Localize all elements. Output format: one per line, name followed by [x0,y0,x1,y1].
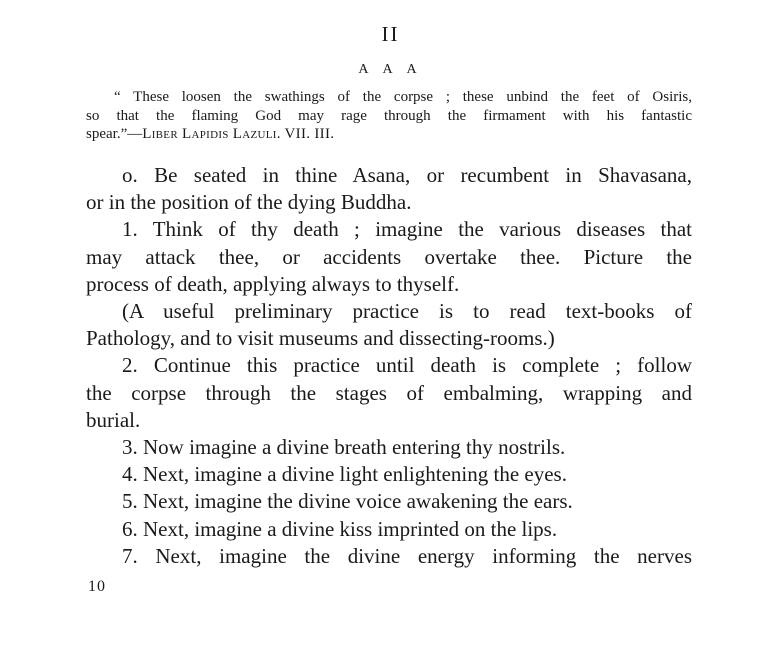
text-line: or in the position of the dying Buddha. [86,190,412,215]
paragraph-1-note [86,298,692,352]
text-line: 1. Think of thy death ; imagine the various diseases that [122,217,692,242]
text-line: (A useful preliminary practice is to read text-books of [122,299,692,324]
text-line: o. Be seated in thine Asana, or recumbent in Shavasana, [122,163,692,187]
paragraph-3: 3. Now imagine a divine breath entering thy nostrils. [122,435,566,460]
epigraph-line: “ These loosen the swathings of the corpse ; these unbind the feet of Osiris, [114,89,692,105]
epigraph-line: spear.”— [86,126,143,142]
main-text [86,162,692,570]
page-number: 10 [88,578,106,595]
paragraph-1 [86,216,692,298]
chapter-number: II [381,22,400,46]
paragraph-5: 5. Next, imagine the divine voice awakening the ears. [122,489,573,514]
text-line: the corpse through the stages of embalming, wrapping and [86,380,692,405]
paragraph-2 [86,352,692,434]
text-line: process of death, applying always to thyself. [86,271,460,296]
paragraph-4: 4. Next, imagine a divine light enlightening the eyes. [122,462,567,487]
paragraph-0 [86,162,692,216]
paragraph-6: 6. Next, imagine a divine kiss imprinted on the lips. [122,516,558,541]
text-line: may attack thee, or accidents overtake thee. Picture the [86,244,692,269]
paragraph-7: 7. Next, imagine the divine energy informing the nerves [122,543,692,568]
epigraph-line-with-source [86,125,692,144]
text-line: Pathology, and to visit museums and dissecting-rooms.) [86,326,555,351]
epigraph-source: Liber Lapidis Lazuli. VII. III. [142,126,335,142]
text-line: 2. Continue this practice until death is complete ; follow [122,353,692,378]
epigraph-line: so that the flaming God may rage through the firmament with his fantastic [86,107,692,124]
chapter-title: A A A [358,62,423,77]
text-line: burial. [86,407,141,432]
epigraph [86,88,692,144]
